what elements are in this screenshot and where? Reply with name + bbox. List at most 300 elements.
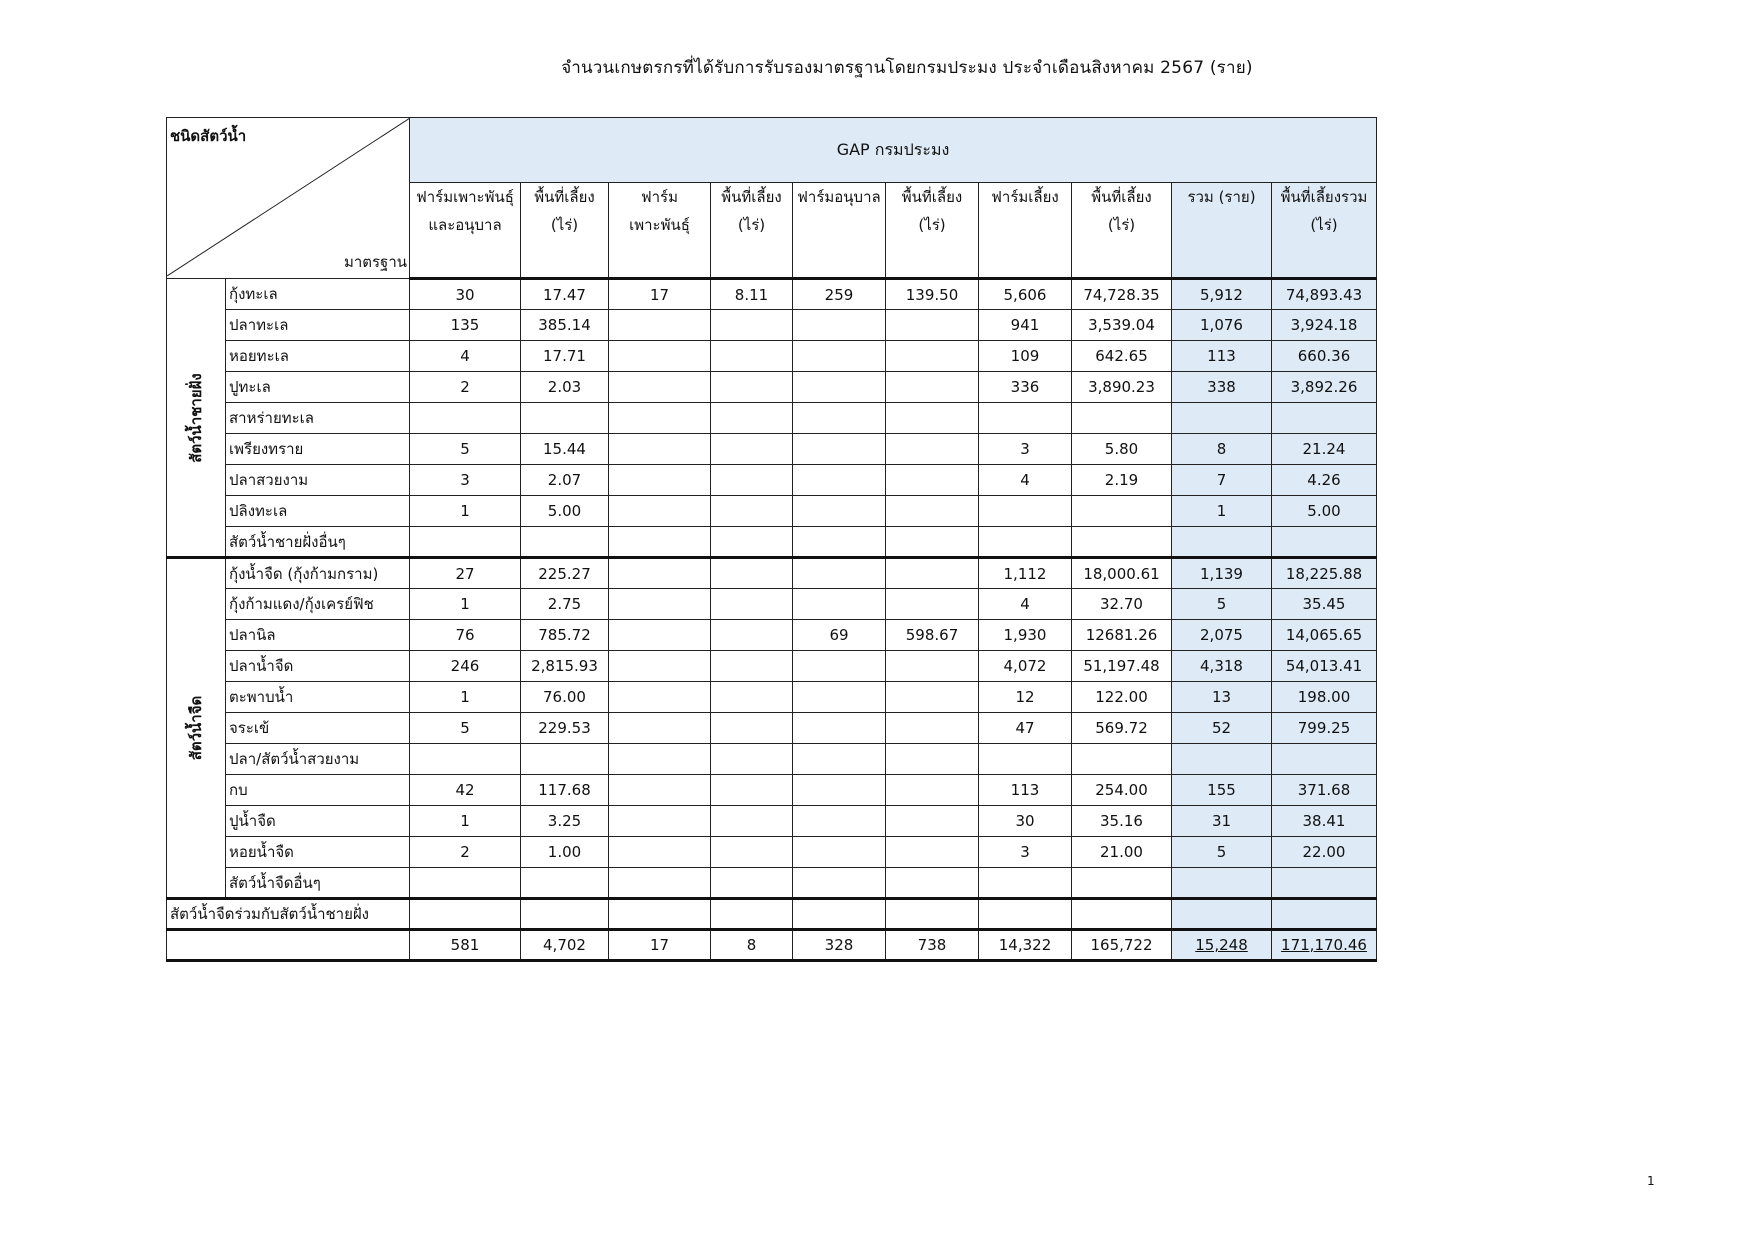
- column-header-line1: ฟาร์มเลี้ยง: [991, 188, 1059, 206]
- table-cell: 8.11: [711, 279, 793, 310]
- table-cell: [1172, 527, 1272, 558]
- table-cell: [609, 341, 711, 372]
- table-cell: [609, 496, 711, 527]
- table-cell: [711, 899, 793, 930]
- table-cell: [711, 620, 793, 651]
- table-cell: [793, 713, 886, 744]
- table-cell: 1,139: [1172, 558, 1272, 589]
- table-cell: [609, 868, 711, 899]
- table-cell: 2,815.93: [521, 651, 609, 682]
- table-cell: [793, 434, 886, 465]
- table-cell: 5.80: [1072, 434, 1172, 465]
- table-cell: [1172, 744, 1272, 775]
- table-cell: [979, 496, 1072, 527]
- total-cell: 171,170.46: [1272, 930, 1377, 961]
- row-label: กุ้งน้ำจืด (กุ้งก้ามกราม): [226, 558, 410, 589]
- table-cell: 598.67: [886, 620, 979, 651]
- corner-header: [167, 118, 410, 279]
- row-label: ปลิงทะเล: [226, 496, 410, 527]
- column-header-line1: พื้นที่เลี้ยง: [721, 188, 782, 206]
- table-cell: 4: [410, 341, 521, 372]
- table-cell: [609, 372, 711, 403]
- table-cell: [1272, 899, 1377, 930]
- column-header: [1172, 183, 1272, 279]
- table-cell: [886, 310, 979, 341]
- column-header: [1072, 183, 1172, 279]
- table-cell: [609, 744, 711, 775]
- table-cell: 74,728.35: [1072, 279, 1172, 310]
- table-cell: [793, 775, 886, 806]
- table-cell: [793, 868, 886, 899]
- table-cell: 4.26: [1272, 465, 1377, 496]
- table-row: [167, 806, 1377, 837]
- table-cell: [711, 837, 793, 868]
- table-cell: [609, 775, 711, 806]
- table-row: [167, 868, 1377, 899]
- table-cell: 3,892.26: [1272, 372, 1377, 403]
- total-cell: 165,722: [1072, 930, 1172, 961]
- table-cell: [410, 899, 521, 930]
- row-label: หอยทะเล: [226, 341, 410, 372]
- table-cell: [979, 868, 1072, 899]
- column-header-line1: พื้นที่เลี้ยง: [534, 188, 595, 206]
- table-cell: [886, 341, 979, 372]
- table-cell: 15.44: [521, 434, 609, 465]
- table-cell: 21.00: [1072, 837, 1172, 868]
- table-cell: 22.00: [1272, 837, 1377, 868]
- table-cell: 18,225.88: [1272, 558, 1377, 589]
- table-cell: 69: [793, 620, 886, 651]
- total-row-label: [167, 930, 410, 961]
- table-cell: 1: [410, 682, 521, 713]
- table-cell: [609, 620, 711, 651]
- table-cell: [979, 899, 1072, 930]
- total-cell: 328: [793, 930, 886, 961]
- total-cell: 8: [711, 930, 793, 961]
- table-cell: [1172, 403, 1272, 434]
- table-cell: 8: [1172, 434, 1272, 465]
- table-cell: [979, 527, 1072, 558]
- table-cell: 5,606: [979, 279, 1072, 310]
- table-cell: 17.47: [521, 279, 609, 310]
- column-header-line1: ฟาร์มเพาะพันธุ์: [416, 188, 514, 206]
- page-title: จำนวนเกษตรกรที่ได้รับการรับรองมาตรฐานโดยกรมประมง ประจำเดือนสิงหาคม 2567 (ราย): [561, 58, 1253, 78]
- table-cell: 2: [410, 837, 521, 868]
- table-cell: 336: [979, 372, 1072, 403]
- table-cell: 51,197.48: [1072, 651, 1172, 682]
- table-cell: [793, 310, 886, 341]
- table-cell: [1072, 744, 1172, 775]
- table-cell: 113: [979, 775, 1072, 806]
- table-row: [167, 527, 1377, 558]
- group-label: สัตว์น้ำชายฝั่ง: [187, 372, 205, 463]
- total-row: [167, 930, 1377, 961]
- table-cell: [711, 806, 793, 837]
- table-cell: 52: [1172, 713, 1272, 744]
- table-cell: 30: [979, 806, 1072, 837]
- row-label: ปลาทะเล: [226, 310, 410, 341]
- table-cell: [711, 651, 793, 682]
- table-cell: 2,075: [1172, 620, 1272, 651]
- table-row: [167, 620, 1377, 651]
- table-row: [167, 651, 1377, 682]
- table-cell: [979, 403, 1072, 434]
- column-header-line2: (ไร่): [737, 216, 766, 234]
- table-cell: [1072, 868, 1172, 899]
- table-cell: [1272, 744, 1377, 775]
- table-cell: [711, 465, 793, 496]
- table-cell: [886, 744, 979, 775]
- column-header-line1: ฟาร์มอนุบาล: [797, 188, 881, 206]
- table-cell: 38.41: [1272, 806, 1377, 837]
- table-cell: 2.07: [521, 465, 609, 496]
- row-label: ตะพาบน้ำ: [226, 682, 410, 713]
- total-cell: 581: [410, 930, 521, 961]
- total-cell: 17: [609, 930, 711, 961]
- column-header: [886, 183, 979, 279]
- total-cell: 15,248: [1172, 930, 1272, 961]
- column-header: [793, 183, 886, 279]
- table-cell: 139.50: [886, 279, 979, 310]
- table-cell: [886, 837, 979, 868]
- combined-row: [167, 899, 1377, 930]
- total-cell: 738: [886, 930, 979, 961]
- table-cell: 74,893.43: [1272, 279, 1377, 310]
- table-cell: 12681.26: [1072, 620, 1172, 651]
- table-cell: 5: [410, 713, 521, 744]
- column-header: [1272, 183, 1377, 279]
- certification-table: [166, 117, 1377, 962]
- table-cell: [711, 868, 793, 899]
- column-header-line1: รวม (ราย): [1187, 188, 1256, 206]
- table-cell: [793, 558, 886, 589]
- table-cell: 76.00: [521, 682, 609, 713]
- table-cell: [609, 682, 711, 713]
- table-row: [167, 372, 1377, 403]
- table-cell: [1272, 403, 1377, 434]
- row-label: สัตว์น้ำชายฝั่งอื่นๆ: [226, 527, 410, 558]
- table-cell: 21.24: [1272, 434, 1377, 465]
- table-cell: [711, 434, 793, 465]
- table-row: [167, 434, 1377, 465]
- group-label-cell: [167, 279, 226, 558]
- table-cell: [711, 341, 793, 372]
- table-cell: [793, 341, 886, 372]
- table-cell: [609, 899, 711, 930]
- table-cell: [1272, 527, 1377, 558]
- table-cell: [609, 527, 711, 558]
- table-cell: [521, 403, 609, 434]
- table-cell: 5.00: [1272, 496, 1377, 527]
- table-cell: [410, 527, 521, 558]
- column-header-line2: (ไร่): [918, 216, 946, 234]
- table-cell: [711, 713, 793, 744]
- table-cell: [793, 651, 886, 682]
- table-cell: [609, 403, 711, 434]
- table-cell: [609, 558, 711, 589]
- table-cell: 5: [1172, 837, 1272, 868]
- table-cell: 31: [1172, 806, 1272, 837]
- table-cell: 7: [1172, 465, 1272, 496]
- table-cell: 12: [979, 682, 1072, 713]
- table-row: [167, 589, 1377, 620]
- table-row: [167, 279, 1377, 310]
- group-label-cell: [167, 558, 226, 899]
- row-label: ปลา/สัตว์น้ำสวยงาม: [226, 744, 410, 775]
- table-cell: 5: [410, 434, 521, 465]
- table-cell: 3,924.18: [1272, 310, 1377, 341]
- row-label: สัตว์น้ำจืดอื่นๆ: [226, 868, 410, 899]
- table-cell: 198.00: [1272, 682, 1377, 713]
- table-cell: 2.19: [1072, 465, 1172, 496]
- column-header: [711, 183, 793, 279]
- table-cell: 30: [410, 279, 521, 310]
- table-cell: [410, 744, 521, 775]
- table-cell: 13: [1172, 682, 1272, 713]
- table-cell: 3: [979, 434, 1072, 465]
- table-cell: 1: [410, 496, 521, 527]
- table-cell: 4: [979, 589, 1072, 620]
- table-cell: [793, 899, 886, 930]
- table-cell: 1.00: [521, 837, 609, 868]
- table-cell: [886, 713, 979, 744]
- table-cell: 76: [410, 620, 521, 651]
- table-cell: 338: [1172, 372, 1272, 403]
- table-cell: 54,013.41: [1272, 651, 1377, 682]
- table-cell: [711, 527, 793, 558]
- table-cell: [793, 465, 886, 496]
- table-cell: [609, 310, 711, 341]
- table-row: [167, 558, 1377, 589]
- table-cell: [793, 744, 886, 775]
- table-cell: [711, 310, 793, 341]
- column-header-line1: ฟาร์ม: [641, 188, 678, 206]
- table-cell: 246: [410, 651, 521, 682]
- table-cell: [609, 837, 711, 868]
- table-cell: [711, 744, 793, 775]
- table-cell: [979, 744, 1072, 775]
- table-cell: 385.14: [521, 310, 609, 341]
- table-row: [167, 465, 1377, 496]
- table-cell: 259: [793, 279, 886, 310]
- row-label: หอยน้ำจืด: [226, 837, 410, 868]
- table-cell: 5.00: [521, 496, 609, 527]
- row-label: สาหร่ายทะเล: [226, 403, 410, 434]
- table-cell: 660.36: [1272, 341, 1377, 372]
- table-cell: 225.27: [521, 558, 609, 589]
- table-cell: [711, 403, 793, 434]
- table-cell: [1072, 527, 1172, 558]
- table-cell: 799.25: [1272, 713, 1377, 744]
- table-cell: [793, 496, 886, 527]
- table-cell: [886, 434, 979, 465]
- table-cell: 135: [410, 310, 521, 341]
- combined-row-label: สัตว์น้ำจืดร่วมกับสัตว์น้ำชายฝั่ง: [167, 899, 410, 930]
- table-cell: [886, 806, 979, 837]
- table-cell: 47: [979, 713, 1072, 744]
- table-cell: 113: [1172, 341, 1272, 372]
- table-cell: [711, 775, 793, 806]
- table-cell: 4,318: [1172, 651, 1272, 682]
- row-label: ปลาสวยงาม: [226, 465, 410, 496]
- table-row: [167, 310, 1377, 341]
- header-row: [167, 118, 1377, 183]
- column-header-line2: เพาะพันธุ์: [629, 216, 690, 234]
- table-cell: [1172, 899, 1272, 930]
- table-cell: [410, 868, 521, 899]
- column-header-line2: (ไร่): [550, 216, 579, 234]
- table-cell: 17.71: [521, 341, 609, 372]
- column-header: [410, 183, 521, 279]
- table-cell: 229.53: [521, 713, 609, 744]
- table-cell: [886, 527, 979, 558]
- row-label: กบ: [226, 775, 410, 806]
- column-header-line1: พื้นที่เลี้ยงรวม: [1280, 188, 1368, 206]
- table-cell: [609, 434, 711, 465]
- total-cell: 14,322: [979, 930, 1072, 961]
- column-header-line2: (ไร่): [1107, 216, 1136, 234]
- table-cell: [886, 496, 979, 527]
- table-cell: [886, 775, 979, 806]
- total-cell: 4,702: [521, 930, 609, 961]
- table-cell: 27: [410, 558, 521, 589]
- row-label: ปลานิล: [226, 620, 410, 651]
- table-row: [167, 341, 1377, 372]
- table-row: [167, 713, 1377, 744]
- table-cell: 3.25: [521, 806, 609, 837]
- table-cell: [886, 868, 979, 899]
- corner-bottom-label: มาตรฐาน: [343, 253, 407, 271]
- page-number: 1: [1647, 1174, 1655, 1188]
- table-cell: 642.65: [1072, 341, 1172, 372]
- table-cell: 941: [979, 310, 1072, 341]
- table-cell: [793, 837, 886, 868]
- row-label: กุ้งทะเล: [226, 279, 410, 310]
- table-cell: 4,072: [979, 651, 1072, 682]
- row-label: กุ้งก้ามแดง/กุ้งเครย์ฟิช: [226, 589, 410, 620]
- table-cell: [886, 403, 979, 434]
- table-cell: 117.68: [521, 775, 609, 806]
- corner-top-label: ชนิดสัตว์น้ำ: [170, 127, 247, 145]
- table-row: [167, 837, 1377, 868]
- column-header: [521, 183, 609, 279]
- table-cell: [521, 899, 609, 930]
- table-cell: 569.72: [1072, 713, 1172, 744]
- table-row: [167, 682, 1377, 713]
- table-cell: [609, 713, 711, 744]
- table-cell: [1072, 496, 1172, 527]
- row-label: ปลาน้ำจืด: [226, 651, 410, 682]
- table-cell: 42: [410, 775, 521, 806]
- table-cell: [886, 558, 979, 589]
- column-header-line2: (ไร่): [1310, 216, 1338, 234]
- column-header: [979, 183, 1072, 279]
- table-cell: [711, 496, 793, 527]
- table-cell: 785.72: [521, 620, 609, 651]
- table-cell: [886, 682, 979, 713]
- table-cell: [886, 899, 979, 930]
- table-cell: [521, 868, 609, 899]
- table-cell: [521, 744, 609, 775]
- table-row: [167, 496, 1377, 527]
- column-header: [609, 183, 711, 279]
- table-cell: [1072, 403, 1172, 434]
- table-cell: [521, 527, 609, 558]
- table-cell: [886, 651, 979, 682]
- table-cell: 155: [1172, 775, 1272, 806]
- table-cell: 35.16: [1072, 806, 1172, 837]
- table-cell: [886, 589, 979, 620]
- table-cell: [793, 527, 886, 558]
- row-label: ปูน้ำจืด: [226, 806, 410, 837]
- table-cell: 18,000.61: [1072, 558, 1172, 589]
- column-header-line1: พื้นที่เลี้ยง: [1091, 188, 1152, 206]
- table-cell: 17: [609, 279, 711, 310]
- table-cell: 371.68: [1272, 775, 1377, 806]
- table-cell: [609, 465, 711, 496]
- table-cell: 2.03: [521, 372, 609, 403]
- table-cell: 3,539.04: [1072, 310, 1172, 341]
- table-cell: 1,112: [979, 558, 1072, 589]
- table-cell: 1: [410, 806, 521, 837]
- table-cell: 32.70: [1072, 589, 1172, 620]
- table-cell: 122.00: [1072, 682, 1172, 713]
- table-cell: 5,912: [1172, 279, 1272, 310]
- table-cell: [410, 403, 521, 434]
- table-cell: 1,930: [979, 620, 1072, 651]
- table-cell: 2: [410, 372, 521, 403]
- table-cell: 3: [979, 837, 1072, 868]
- table-cell: [886, 465, 979, 496]
- table-cell: [609, 589, 711, 620]
- table-cell: 3,890.23: [1072, 372, 1172, 403]
- table-cell: 254.00: [1072, 775, 1172, 806]
- table-row: [167, 403, 1377, 434]
- table-cell: [793, 372, 886, 403]
- table-cell: 109: [979, 341, 1072, 372]
- table-cell: 14,065.65: [1272, 620, 1377, 651]
- table-cell: 1: [1172, 496, 1272, 527]
- table-cell: [1272, 868, 1377, 899]
- table-cell: [793, 806, 886, 837]
- table-cell: [1172, 868, 1272, 899]
- table-row: [167, 775, 1377, 806]
- table-cell: 1,076: [1172, 310, 1272, 341]
- table-cell: [711, 372, 793, 403]
- table-cell: 4: [979, 465, 1072, 496]
- table-cell: [711, 589, 793, 620]
- table-cell: [1072, 899, 1172, 930]
- table-row: [167, 744, 1377, 775]
- group-label: สัตว์น้ำจืด: [187, 695, 205, 761]
- row-label: ปูทะเล: [226, 372, 410, 403]
- table-cell: 2.75: [521, 589, 609, 620]
- table-cell: [793, 682, 886, 713]
- table-cell: 5: [1172, 589, 1272, 620]
- table-cell: [711, 682, 793, 713]
- table-cell: [886, 372, 979, 403]
- table-cell: [793, 403, 886, 434]
- table-cell: [609, 806, 711, 837]
- row-label: เพรียงทราย: [226, 434, 410, 465]
- table-cell: [711, 558, 793, 589]
- table-cell: [609, 651, 711, 682]
- row-label: จระเข้: [226, 713, 410, 744]
- gap-header: GAP กรมประมง: [410, 118, 1377, 183]
- column-header-line2: และอนุบาล: [428, 216, 502, 234]
- table-cell: 1: [410, 589, 521, 620]
- column-header-line1: พื้นที่เลี้ยง: [901, 188, 963, 206]
